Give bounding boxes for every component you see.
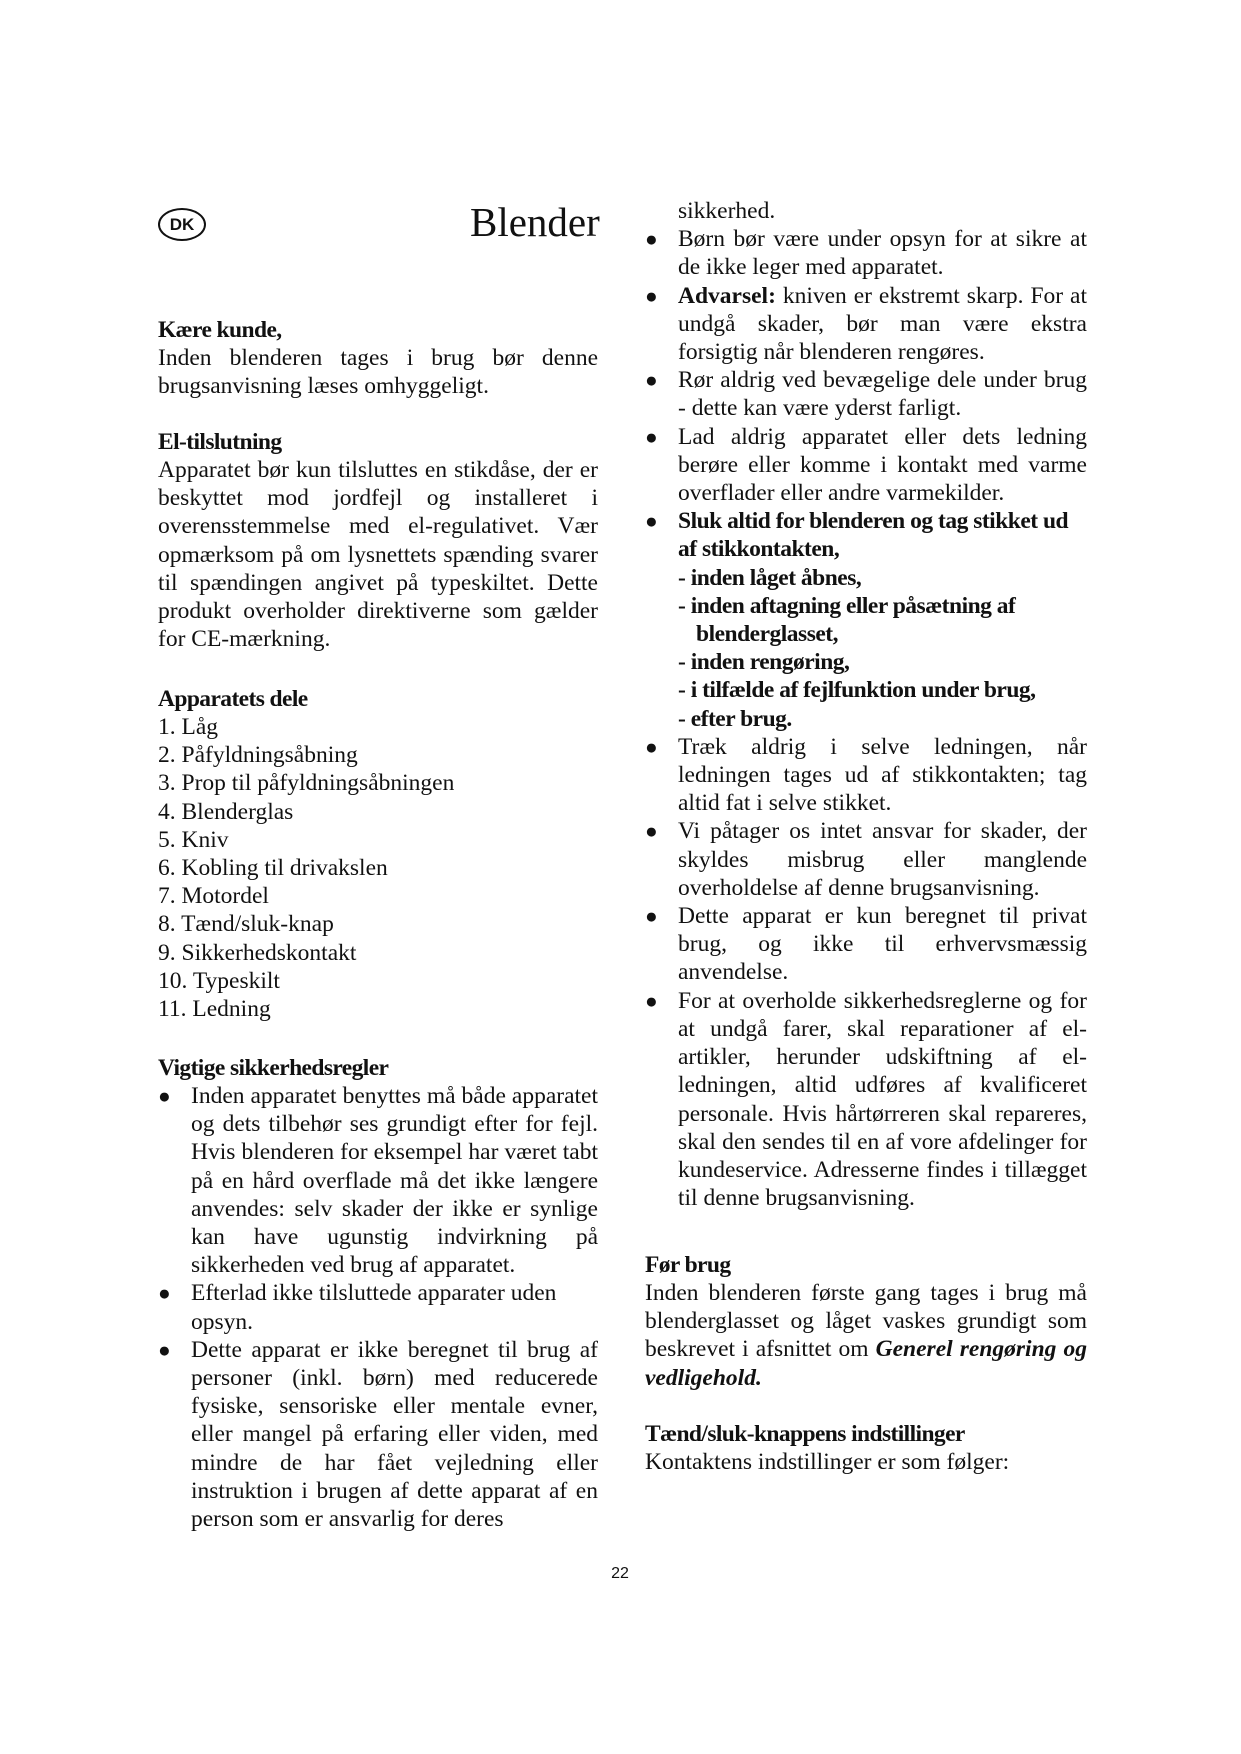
unplug-condition: - inden rengøring,	[678, 649, 850, 676]
page-title: Blender	[470, 199, 600, 245]
safety-item	[645, 225, 1087, 281]
unplug-condition: - i tilfælde af fejlfunktion under brug,	[678, 677, 1036, 704]
page-number: 22	[611, 1565, 629, 1582]
parts-item: 6. Kobling til drivakslen	[158, 855, 388, 882]
before-use-heading: Før brug	[645, 1252, 731, 1278]
parts-item: 4. Blenderglas	[158, 798, 294, 825]
parts-item: 3. Prop til påfyldningsåbningen	[158, 770, 455, 797]
safety-continuation: sikkerhed.	[678, 198, 776, 224]
bullet-icon: ●	[645, 734, 658, 759]
bullet-icon: ●	[158, 1281, 171, 1306]
parts-item: 8. Tænd/sluk-knap	[158, 911, 334, 938]
safety-item-text: Sluk altid for blenderen og tag stikket ud af stikkontakten,	[678, 508, 1069, 563]
bullet-icon: ●	[645, 819, 658, 844]
safety-item	[645, 423, 1087, 508]
unplug-condition: - inden låget åbnes,	[678, 564, 862, 591]
before-use-text	[645, 1279, 1087, 1392]
safety-item-text: Vi påtager os intet ansvar for skader, der skyldes misbrug eller manglende overholdelse af denne brugsanvisning.	[678, 818, 1087, 901]
safety-item-text: Lad aldrig apparatet eller dets ledning berøre eller komme i kontakt med varme overflader eller andre varmekilder.	[678, 423, 1087, 507]
parts-item: 11. Ledning	[158, 996, 271, 1023]
safety-item	[158, 1279, 598, 1335]
bullet-icon: ●	[645, 904, 658, 929]
bullet-icon: ●	[645, 368, 658, 393]
safety-item-text: Rør aldrig ved bevægelige dele under brug - dette kan være yderst farligt.	[678, 367, 1087, 422]
safety-item-text: Inden apparatet benyttes må både apparatet og dets tilbehør ses grundigt efter for fejl. Hvis blenderen for eksempel har været tabt på en hård overflade må det ikke længere anvendes: selv skader der ikke er synlige kan have ugunstig indvirkning på sikkerheden ved brug af apparatet.	[191, 1083, 598, 1279]
safety-item	[645, 817, 1087, 902]
before-use-body: Inden blenderen første gang tages i brug må blenderglasset og låget vaskes grundigt som beskrevet i afsnittet om	[645, 1280, 1087, 1363]
safety-item	[158, 1082, 598, 1279]
safety-item	[645, 282, 1087, 367]
parts-item: 10. Typeskilt	[158, 967, 280, 994]
parts-item: 9. Sikkerhedskontakt	[158, 939, 357, 966]
greeting-heading: Kære kunde,	[158, 317, 282, 343]
safety-item-text: kniven er ekstremt skarp. For at undgå skader, bør man være ekstra forsigtig når blenderen rengøres.	[678, 282, 1087, 366]
electrical-heading: El-tilslutning	[158, 429, 282, 455]
safety-item	[645, 987, 1087, 1213]
parts-list	[158, 713, 598, 1023]
safety-item-text: Træk aldrig i selve ledningen, når ledningen tages ud af stikkontakten; tag altid fat i selve stikket.	[678, 733, 1087, 817]
unplug-condition: - inden aftagning eller påsætning af blenderglasset,	[678, 592, 1016, 648]
safety-item	[158, 1336, 598, 1533]
bullet-icon: ●	[158, 1084, 171, 1108]
safety-heading: Vigtige sikkerhedsregler	[158, 1055, 389, 1081]
parts-item: 7. Motordel	[158, 883, 269, 910]
safety-list-left	[158, 1082, 598, 1533]
safety-item-text: Børn bør være under opsyn for at sikre at de ikke leger med apparatet.	[678, 226, 1087, 281]
parts-heading: Apparatets dele	[158, 686, 308, 712]
bullet-icon: ●	[158, 1337, 171, 1362]
bullet-icon: ●	[645, 227, 658, 252]
safety-list-right	[645, 197, 1087, 1212]
before-use-reference: Generel rengøring og vedligehold.	[645, 1336, 1087, 1391]
bullet-icon: ●	[645, 424, 658, 449]
parts-item: 1. Låg	[158, 714, 219, 740]
switch-settings-text: Kontaktens indstillinger er som følger:	[645, 1449, 1010, 1475]
unplug-conditions	[645, 564, 1087, 733]
safety-item	[645, 366, 1087, 422]
bullet-icon: ●	[645, 283, 658, 308]
bullet-icon: ●	[645, 988, 658, 1013]
greeting-text: Inden blenderen tages i brug bør denne brugsanvisning læses omhyggeligt.	[158, 345, 598, 400]
safety-item	[645, 507, 1087, 563]
electrical-text: Apparatet bør kun tilsluttes en stikdåse, der er beskyttet mod jordfejl og installeret i overensstemmelse med el-regulativet. Vær opmærksom på om lysnettets spænding svarer til spændingen angivet på typeskiltet. Dette produkt overholder direktiverne som gælder for CE-mærkning.	[158, 457, 598, 653]
safety-item	[645, 902, 1087, 987]
safety-item-text: Dette apparat er kun beregnet til privat brug, og ikke til erhvervsmæssig anvendelse.	[678, 903, 1087, 986]
unplug-condition: - efter brug.	[678, 705, 792, 732]
safety-item-text: Efterlad ikke tilsluttede apparater uden opsyn.	[191, 1280, 557, 1335]
parts-item: 5. Kniv	[158, 826, 229, 853]
parts-item: 2. Påfyldningsåbning	[158, 742, 358, 769]
safety-item-text: For at overholde sikkerhedsreglerne og for at undgå farer, skal reparationer af el-artikler, herunder udskiftning af el-ledningen, altid udføres af kvalificeret personale. Hvis hårtørreren skal repareres, skal den sendes til en af vore afdelinger for kundeservice. Adresserne findes i tillægget til denne brugsanvisning.	[678, 987, 1087, 1212]
safety-item-text: Dette apparat er ikke beregnet til brug af personer (inkl. børn) med reducerede fysiske, sensoriske eller mentale evner, eller mangel på erfaring eller viden, med mindre de har fået vejledning eller instruktion i brugen af dette apparat af en person som er ansvarlig for deres	[191, 1336, 598, 1533]
language-badge: DK	[158, 208, 206, 241]
switch-settings-heading: Tænd/sluk-knappens indstillinger	[645, 1421, 965, 1447]
safety-item	[645, 733, 1087, 818]
bullet-icon: ●	[645, 509, 658, 534]
warning-label: Advarsel:	[678, 282, 776, 309]
